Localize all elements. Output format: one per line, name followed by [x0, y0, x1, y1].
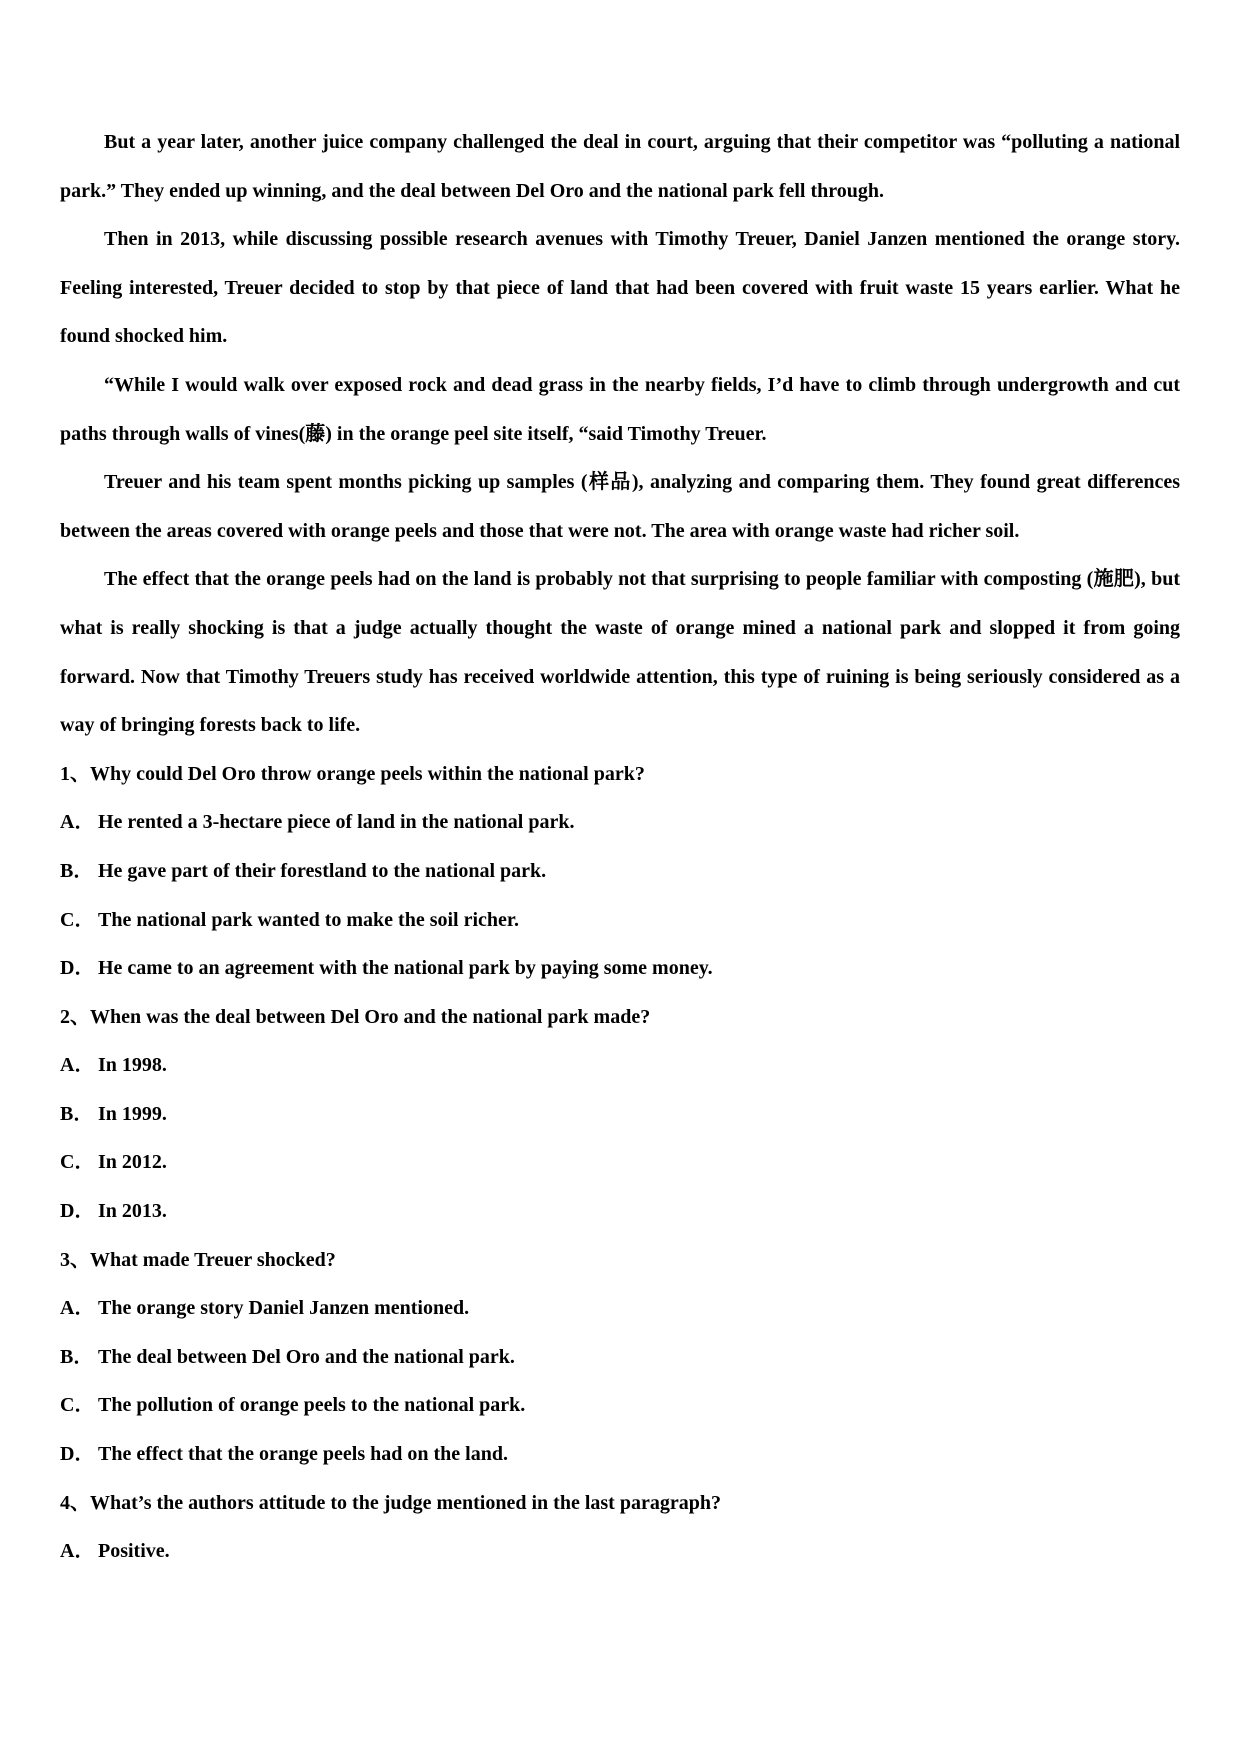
option-text: He came to an agreement with the national park by paying some money.: [98, 957, 713, 980]
answer-option: [60, 798, 1180, 847]
question-stem: 2、When was the deal between Del Oro and the national park made?: [60, 1005, 651, 1028]
passage-paragraph: Then in 2013, while discussing possible research avenues with Timothy Treuer, Daniel Janzen mentioned the orange story. Feeling interested, Treuer decided to stop by that piece of land that had been covered with fruit waste 15 years earlier. What he found shocked him.: [60, 228, 1180, 348]
question-stem: 3、What made Treuer shocked?: [60, 1248, 336, 1271]
option-text: Positive.: [98, 1540, 170, 1563]
option-text: The orange story Daniel Janzen mentioned.: [98, 1297, 470, 1320]
answer-option: [60, 1187, 1180, 1236]
question-stem: 4、What’s the authors attitude to the judge mentioned in the last paragraph?: [60, 1491, 721, 1514]
document-page: [60, 118, 1180, 1576]
option-letter: D．: [60, 1200, 95, 1223]
option-letter: C．: [60, 1151, 95, 1174]
answer-option: [60, 1138, 1180, 1187]
answer-option: [60, 1430, 1180, 1479]
answer-option: [60, 847, 1180, 896]
option-letter: B．: [60, 859, 94, 882]
option-text: He rented a 3-hectare piece of land in the national park.: [98, 811, 575, 834]
question-1: [60, 750, 1180, 993]
answer-option: [60, 1284, 1180, 1333]
answer-option: [60, 1527, 1180, 1576]
answer-option: [60, 1381, 1180, 1430]
option-letter: A．: [60, 1540, 95, 1563]
answer-option: [60, 1333, 1180, 1382]
question-4: [60, 1479, 1180, 1576]
answer-option: [60, 1090, 1180, 1139]
option-letter: B．: [60, 1102, 94, 1125]
option-text: The effect that the orange peels had on the land.: [98, 1443, 508, 1466]
option-text: In 2012.: [98, 1151, 167, 1174]
option-text: He gave part of their forestland to the national park.: [98, 859, 547, 882]
option-letter: D．: [60, 1443, 95, 1466]
question-stem: 1、Why could Del Oro throw orange peels within the national park?: [60, 762, 645, 785]
passage-paragraph: Treuer and his team spent months picking up samples (样品), analyzing and comparing them. They found great differences between the areas covered with orange peels and those that were not. The area with orange waste had richer soil.: [60, 471, 1180, 542]
option-letter: A．: [60, 1297, 95, 1320]
option-text: The deal between Del Oro and the national park.: [98, 1345, 515, 1368]
option-text: The national park wanted to make the soil richer.: [98, 908, 519, 931]
passage-paragraph: “While I would walk over exposed rock and dead grass in the nearby fields, I’d have to climb through undergrowth and cut paths through walls of vines(藤) in the orange peel site itself, “said Timothy Treuer.: [60, 373, 1180, 445]
option-letter: C．: [60, 1394, 95, 1417]
passage-paragraph: The effect that the orange peels had on the land is probably not that surprising to people familiar with composting (施肥), but what is really shocking is that a judge actually thought the waste of orange mined a national park and slopped it from going forward. Now that Timothy Treuers study has received worldwide attention, this type of ruining is being seriously considered as a way of bringing forests back to life.: [60, 568, 1180, 737]
option-letter: A．: [60, 811, 95, 834]
answer-option: [60, 944, 1180, 993]
option-letter: D．: [60, 957, 95, 980]
option-text: In 1999.: [98, 1102, 167, 1125]
question-3: [60, 1236, 1180, 1479]
option-letter: A．: [60, 1054, 95, 1077]
option-letter: C．: [60, 908, 95, 931]
answer-option: [60, 896, 1180, 945]
reading-passage: [60, 118, 1180, 750]
answer-option: [60, 1041, 1180, 1090]
passage-paragraph: But a year later, another juice company challenged the deal in court, arguing that their competitor was “polluting a national park.” They ended up winning, and the deal between Del Oro and the national park fell through.: [60, 131, 1180, 202]
option-text: The pollution of orange peels to the national park.: [98, 1394, 526, 1417]
option-letter: B．: [60, 1345, 94, 1368]
option-text: In 2013.: [98, 1200, 167, 1223]
question-2: [60, 993, 1180, 1236]
option-text: In 1998.: [98, 1054, 167, 1077]
